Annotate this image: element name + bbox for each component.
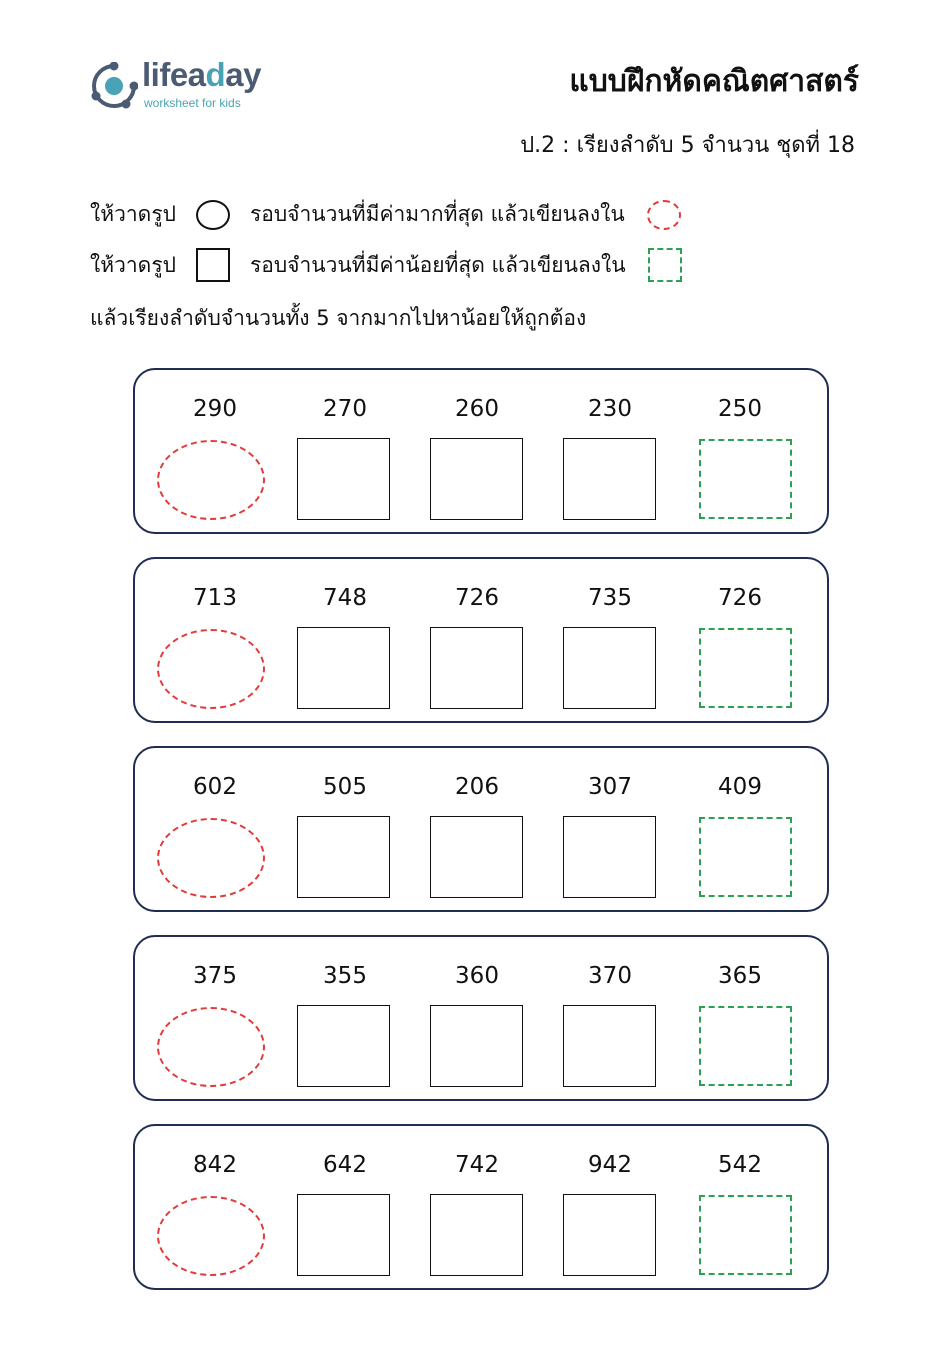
number-label: 726 xyxy=(718,585,762,611)
exercise-row xyxy=(133,935,829,1101)
green-dashed-square-icon xyxy=(648,248,682,282)
max-answer-oval[interactable] xyxy=(157,818,265,898)
max-answer-oval[interactable] xyxy=(157,629,265,709)
answer-box[interactable] xyxy=(563,816,656,898)
min-answer-box[interactable] xyxy=(699,628,792,708)
answer-box[interactable] xyxy=(430,438,523,520)
answer-box[interactable] xyxy=(297,1194,390,1276)
instruction-prefix: ให้วาดรูป xyxy=(90,202,176,226)
exercise-row xyxy=(133,746,829,912)
exercise-row xyxy=(133,557,829,723)
red-dashed-circle-icon xyxy=(647,200,681,230)
answer-box[interactable] xyxy=(563,1005,656,1087)
answer-box[interactable] xyxy=(430,816,523,898)
exercise-row xyxy=(133,1124,829,1290)
number-label: 505 xyxy=(323,774,367,800)
square-shape-icon xyxy=(196,248,230,282)
answer-box[interactable] xyxy=(297,627,390,709)
number-label: 290 xyxy=(193,396,237,422)
answer-box[interactable] xyxy=(297,1005,390,1087)
max-answer-oval[interactable] xyxy=(157,1007,265,1087)
number-label: 260 xyxy=(455,396,499,422)
max-answer-oval[interactable] xyxy=(157,440,265,520)
number-label: 206 xyxy=(455,774,499,800)
number-label: 365 xyxy=(718,963,762,989)
min-answer-box[interactable] xyxy=(699,1195,792,1275)
min-answer-box[interactable] xyxy=(699,439,792,519)
instruction-order: แล้วเรียงลำดับจำนวนทั้ง 5 จากมากไปหาน้อยให้ถูกต้อง xyxy=(90,306,587,330)
instruction-text: รอบจำนวนที่มีค่าน้อยที่สุด แล้วเขียนลงใน xyxy=(249,252,626,277)
number-label: 735 xyxy=(588,585,632,611)
answer-box[interactable] xyxy=(297,438,390,520)
number-label: 375 xyxy=(193,963,237,989)
number-label: 602 xyxy=(193,774,237,800)
number-label: 542 xyxy=(718,1152,762,1178)
instruction-text: รอบจำนวนที่มีค่ามากที่สุด แล้วเขียนลงใน xyxy=(249,202,625,226)
answer-box[interactable] xyxy=(563,1194,656,1276)
circle-shape-icon xyxy=(196,200,230,230)
instruction-prefix: ให้วาดรูป xyxy=(90,252,176,277)
number-label: 355 xyxy=(323,963,367,989)
logo-wordmark: lifeaday xyxy=(142,56,261,93)
min-answer-box[interactable] xyxy=(699,1006,792,1086)
answer-box[interactable] xyxy=(430,1005,523,1087)
min-answer-box[interactable] xyxy=(699,817,792,897)
number-label: 360 xyxy=(455,963,499,989)
instruction-min xyxy=(90,248,682,282)
answer-box[interactable] xyxy=(430,1194,523,1276)
max-answer-oval[interactable] xyxy=(157,1196,265,1276)
number-label: 307 xyxy=(588,774,632,800)
logo xyxy=(90,56,290,116)
number-label: 409 xyxy=(718,774,762,800)
number-label: 842 xyxy=(193,1152,237,1178)
number-label: 250 xyxy=(718,396,762,422)
number-label: 726 xyxy=(455,585,499,611)
logo-tagline: worksheet for kids xyxy=(144,96,241,110)
number-label: 742 xyxy=(455,1152,499,1178)
exercise-row xyxy=(133,368,829,534)
answer-box[interactable] xyxy=(430,627,523,709)
molecule-logo-icon xyxy=(90,62,138,110)
answer-box[interactable] xyxy=(297,816,390,898)
number-label: 230 xyxy=(588,396,632,422)
page-subtitle: ป.2 : เรียงลำดับ 5 จำนวน ชุดที่ 18 xyxy=(520,133,855,158)
answer-box[interactable] xyxy=(563,438,656,520)
number-label: 942 xyxy=(588,1152,632,1178)
number-label: 370 xyxy=(588,963,632,989)
number-label: 270 xyxy=(323,396,367,422)
number-label: 748 xyxy=(323,585,367,611)
instruction-max xyxy=(90,198,681,231)
answer-box[interactable] xyxy=(563,627,656,709)
number-label: 713 xyxy=(193,585,237,611)
number-label: 642 xyxy=(323,1152,367,1178)
page-title: แบบฝึกหัดคณิตศาสตร์ xyxy=(569,64,859,99)
